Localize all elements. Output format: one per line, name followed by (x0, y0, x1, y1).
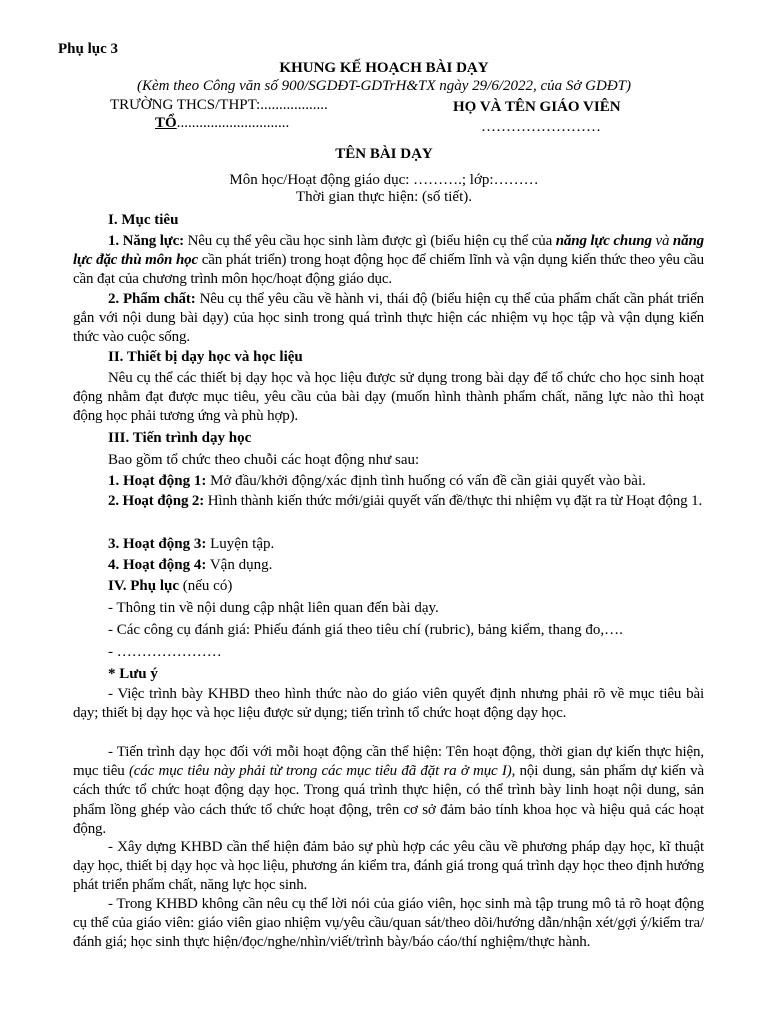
activity-3-label: 3. Hoạt động 3: (108, 536, 207, 552)
subject-line: Môn học/Hoạt động giáo dục: ……….; lớp:……… (229, 172, 539, 188)
activity-1 (108, 472, 646, 490)
group-field (155, 114, 289, 132)
equipment-paragraph: Nêu cụ thể các thiết bị dạy học và học liệu được sử dụng trong bài dạy để tổ chức cho học sinh hoạt động nhằm đạt được mục tiêu, yêu cầu của bài dạy (muốn hình thành phẩm chất, năng lực nào thì hoạt động học phải tương ứng và phù hợp). (73, 370, 704, 425)
document-subtitle: (Kèm theo Công văn số 900/SGDĐT-GDTrH&TX ngày 29/6/2022, của Sở GDĐT) (137, 78, 631, 94)
section-1-heading: I. Mục tiêu (108, 212, 179, 228)
school-field: TRƯỜNG THCS/THPT:.................. (110, 97, 328, 113)
quality-paragraph (73, 290, 704, 348)
note-1: - Việc trình bày KHBD theo hình thức nào do giáo viên quyết định nhưng phải rõ về mục tiêu bài dạy; thiết bị dạy học và học liệu được sử dụng; tiến trình tổ chức hoạt động dạy học. (73, 686, 704, 722)
activity-3-text: Luyện tập. (206, 536, 275, 552)
appendix-item-2: - Các công cụ đánh giá: Phiếu đánh giá theo tiêu chí (rubric), bảng kiểm, thang đo,…. (108, 622, 623, 638)
note-heading: * Lưu ý (108, 666, 158, 682)
quality-text: Nêu cụ thể yêu cầu về hành vi, thái độ (biểu hiện cụ thể của phẩm chất cần phát triển gắn với nội dung bài dạy) của học sinh trong quá trình thực hiện các nhiệm vụ học tập và vận dụng kiến thức vào cuộc sống. (73, 291, 705, 346)
process-intro: Bao gồm tổ chức theo chuỗi các hoạt động như sau: (108, 452, 420, 468)
competency-specific: năng lực đặc thù môn học (73, 233, 705, 269)
note-2 (73, 743, 704, 839)
appendix-item-1: - Thông tin về nội dung cập nhật liên quan đến bài dạy. (108, 600, 439, 616)
activity-4-label: 4. Hoạt động 4: (108, 557, 207, 573)
appendix-label: Phụ lục 3 (58, 41, 119, 57)
note-2-text-2: , nội dung, sản phẩm dự kiến và cách thức tổ chức hoạt động dạy học. Trong quá trình thực hiện, có thể trình bày linh hoạt nội dung, sản phẩm lồng ghép vào cách thức tổ chức hoạt động, trên cơ sở đảm bảo tính khoa học và hiệu quả các hoạt động. (73, 763, 704, 837)
lesson-title: TÊN BÀI DẠY (335, 146, 433, 162)
section-4-heading (108, 577, 232, 595)
activity-4 (108, 556, 272, 574)
competency-text-2: và (651, 233, 673, 249)
note-4: - Trong KHBD không cần nêu cụ thể lời nói của giáo viên, học sinh mà tập trung mô tả rõ hoạt động cụ thể của giáo viên: giáo viên giao nhiệm vụ/yêu cầu/quan sát/theo dõi/hướng dẫn/nhận xét/gợi ý/kiểm tra/đánh giá; học sinh thực hiện/đọc/nghe/nhìn/viết/trình bày/báo cáo/thí nghiệm/thực hành. (73, 896, 704, 951)
section-3-heading: III. Tiến trình dạy học (108, 430, 252, 446)
activity-2 (73, 492, 704, 511)
activity-4-text: Vận dụng. (206, 557, 273, 573)
group-label: TỔ (155, 115, 177, 131)
competency-text-3: cần phát triển) trong hoạt động học để chiếm lĩnh và vận dụng kiến thức theo yêu cầu cần đạt của chương trình môn học/hoạt động giáo dục. (73, 252, 705, 288)
time-line: Thời gian thực hiện: (số tiết). (295, 189, 473, 205)
group-dots: .............................. (176, 115, 290, 131)
competency-label: 1. Năng lực: (108, 233, 184, 249)
activity-1-label: 1. Hoạt động 1: (108, 473, 207, 489)
section-2-heading: II. Thiết bị dạy học và học liệu (108, 349, 303, 365)
competency-text-1: Nêu cụ thể yêu cầu học sinh làm được gì (biểu hiện cụ thể của (183, 233, 556, 249)
competency-paragraph (73, 232, 704, 290)
activity-1-text: Mở đầu/khởi động/xác định tình huống có vấn đề cần giải quyết vào bài. (206, 473, 646, 489)
activity-3 (108, 535, 274, 553)
document-title: KHUNG KẾ HOẠCH BÀI DẠY (279, 60, 489, 76)
teacher-name-label: HỌ VÀ TÊN GIÁO VIÊN (453, 99, 621, 115)
note-2-text-1: - Tiến trình dạy học đối với mỗi hoạt động cần thể hiện: Tên hoạt động, thời gian dự kiến thực hiện, mục tiêu (73, 744, 704, 780)
appendix-heading-note: (nếu có) (179, 578, 233, 594)
appendix-heading: IV. Phụ lục (108, 578, 180, 594)
note-3: - Xây dựng KHBD cần thể hiện đảm bảo sự phù hợp các yêu cầu về phương pháp dạy học, kĩ thuật dạy học, thiết bị dạy học và học liệu, phương án kiểm tra, đánh giá trong quá trình dạy học theo định hướng phát triển phẩm chất, năng lực học sinh. (73, 839, 704, 894)
appendix-item-3: - ………………… (108, 644, 222, 660)
quality-label: 2. Phẩm chất: (108, 291, 196, 307)
activity-2-text: Hình thành kiến thức mới/giải quyết vấn đề/thực thi nhiệm vụ đặt ra từ Hoạt động 1. (204, 493, 703, 509)
activity-2-label: 2. Hoạt động 2: (108, 493, 205, 509)
teacher-name-dots: …………………… (481, 119, 601, 135)
competency-general: năng lực chung (555, 233, 652, 249)
note-2-italic: (các mục tiêu này phải từ trong các mục tiêu đã đặt ra ở mục I) (128, 763, 512, 780)
